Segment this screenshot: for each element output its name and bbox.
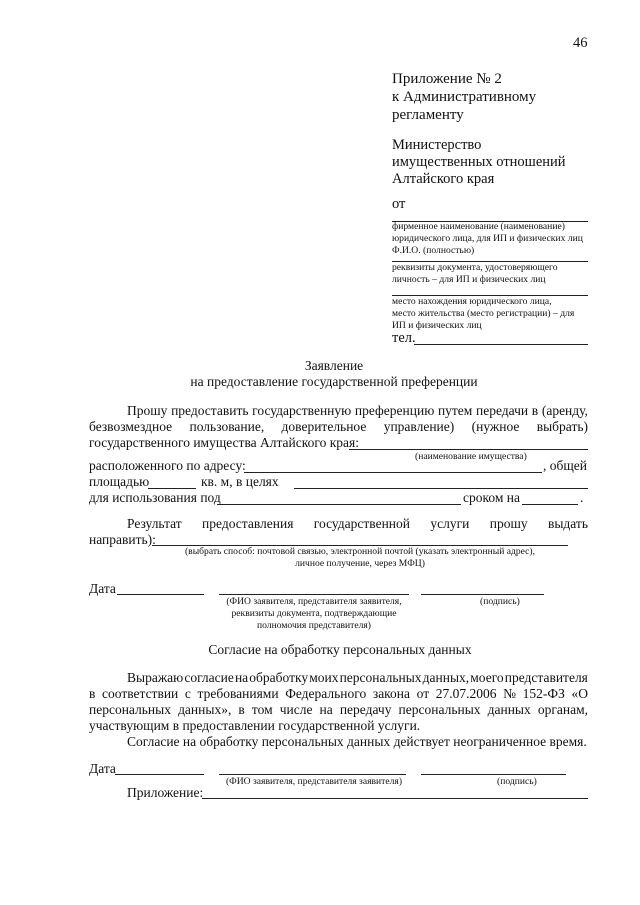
consent-line-5: Согласие на обработку персональных данных действует неограниченное время. (127, 734, 587, 749)
applicant-name-hint: фирменное наименование (наименование) юридического лица, для ИП и физических лиц Ф.И.О. (полностью) (392, 221, 583, 256)
date-field-2[interactable] (115, 774, 204, 775)
use-label: для использования под (89, 490, 221, 505)
sqm-label: кв. м, в целях (201, 474, 279, 489)
applicant-address-hint: место нахождения юридического лица, место жительства (место регистрации) – для ИП и физических лиц (392, 296, 575, 331)
area-field[interactable] (148, 488, 196, 489)
date-field-1[interactable] (117, 594, 204, 595)
signature-hint-1: (подпись) (480, 596, 520, 607)
term-label: сроком на (463, 490, 520, 505)
consent-line-1: Выражаю согласие на обработку моих персональных данных, моего представителя (127, 670, 588, 685)
signature-field-2[interactable] (421, 774, 566, 775)
consent-line-3: персональных данных», в том числе на передачу персональных данных органам, (89, 702, 588, 717)
attachment-label: Приложение: (127, 785, 204, 800)
term-period: . (580, 490, 584, 505)
purpose-field[interactable] (294, 488, 588, 489)
appendix-line-2: к Административному (392, 89, 537, 105)
page-number: 46 (573, 35, 588, 51)
request-line-1: Прошу предоставить государственную преференцию путем передачи в (аренду, (127, 403, 588, 418)
appendix-line-1: Приложение № 2 (392, 71, 502, 87)
term-field[interactable] (522, 504, 578, 505)
use-field[interactable] (217, 504, 461, 505)
phone-label: тел. (392, 330, 416, 346)
phone-field[interactable] (414, 344, 588, 345)
located-label: расположенного по адресу: (89, 458, 246, 473)
direct-label: направить): (89, 532, 156, 547)
addressee-line-2: имущественных отношений (392, 154, 566, 170)
total-label: , общей (543, 458, 587, 473)
consent-line-2: в соответствии с требованиями Федерального закона от 27.07.2006 № 152-ФЗ «О (89, 686, 588, 701)
addressee-line-1: Министерство (392, 137, 482, 153)
consent-title: Согласие на обработку персональных данных (208, 642, 472, 657)
property-name-field[interactable] (349, 449, 588, 450)
document-title: Заявление (304, 358, 364, 373)
appendix-line-3: регламенту (392, 107, 464, 123)
address-field[interactable] (244, 472, 542, 473)
date-label-2: Дата (89, 761, 116, 776)
request-line-2: безвозмездное пользование, доверительное управление) (нужное выбрать) (89, 419, 588, 434)
signature-field-1[interactable] (421, 594, 544, 595)
fio-hint-1: (ФИО заявителя, представителя заявителя, реквизиты документа, подтверждающие полномочия представителя) (226, 596, 402, 631)
area-label: площадью (89, 474, 150, 489)
fio-field-1[interactable] (219, 594, 409, 595)
fio-hint-2: (ФИО заявителя, представителя заявителя) (225, 776, 403, 787)
addressee (392, 137, 566, 188)
date-label-1: Дата (89, 581, 116, 596)
attachment-field[interactable] (202, 798, 588, 799)
signature-hint-2: (подпись) (497, 776, 537, 787)
addressee-line-3: Алтайского края (392, 171, 495, 187)
applicant-document-hint: реквизиты документа, удостоверяющего личность – для ИП и физических лиц (392, 262, 558, 285)
from-label: от (392, 196, 406, 212)
request-line-3: государственного имущества Алтайского края: (89, 435, 359, 450)
delivery-method-hint: (выбрать способ: почтовой связью, электронной почтой (указать электронный адрес), личное получение, через МФЦ) (184, 546, 536, 569)
appendix-header (392, 70, 536, 124)
result-line-1: Результат предоставления государственной услуги прошу выдать (127, 516, 588, 531)
consent-line-4: участвующим в предоставлении государственной услуги. (89, 718, 421, 733)
document-subtitle: на предоставление государственной преференции (190, 374, 478, 389)
fio-field-2[interactable] (219, 774, 406, 775)
property-name-hint: (наименование имущества) (415, 451, 527, 462)
